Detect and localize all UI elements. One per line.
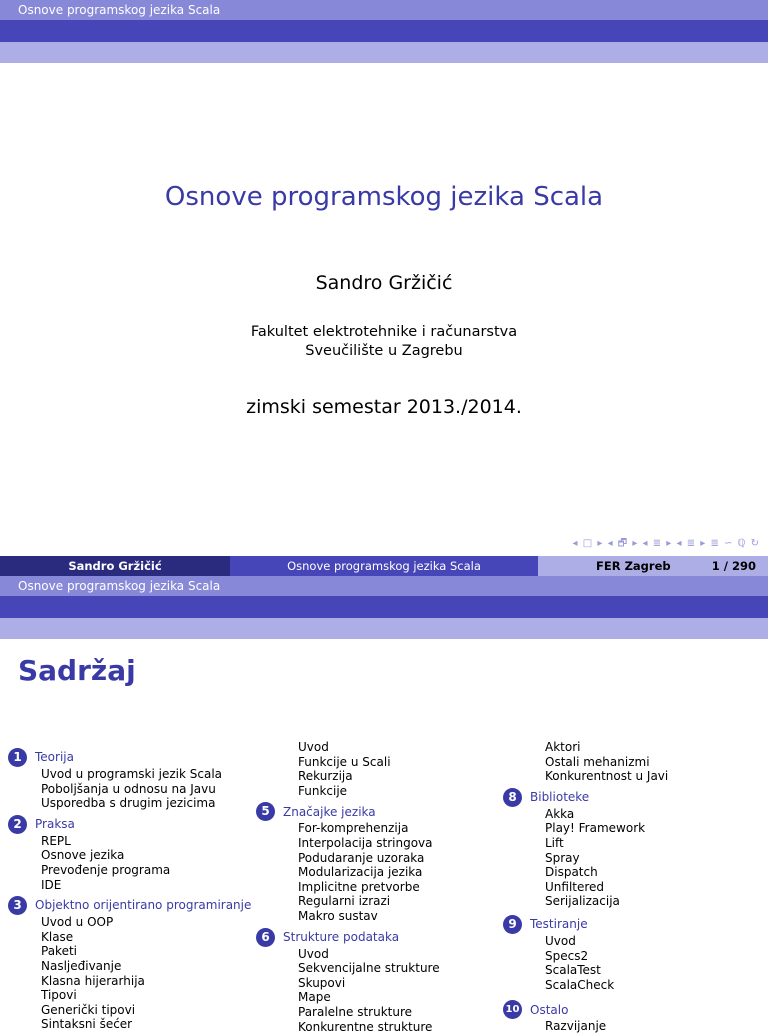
institution bbox=[0, 323, 768, 361]
section-title: Praksa bbox=[35, 817, 75, 832]
contents-slide bbox=[0, 576, 768, 1024]
section-number-badge: 3 bbox=[8, 896, 27, 915]
toc-section-link[interactable] bbox=[256, 802, 506, 821]
toc-section bbox=[8, 815, 258, 892]
section-title: Objektno orijentirano programiranje bbox=[35, 898, 251, 913]
toc-subitem[interactable]: Skupovi bbox=[256, 976, 506, 991]
section-title: Strukture podataka bbox=[283, 930, 399, 945]
toc-section-link[interactable] bbox=[503, 788, 763, 807]
toc-subitem[interactable]: Uvod u OOP bbox=[8, 915, 258, 930]
toc-subitem[interactable]: Interpolacija stringova bbox=[256, 836, 506, 851]
toc-section bbox=[8, 896, 258, 1032]
section-title: Značajke jezika bbox=[283, 805, 376, 820]
toc-section-link[interactable] bbox=[8, 815, 258, 834]
toc-subitem[interactable]: Nasljeđivanje bbox=[8, 959, 258, 974]
header-strip: Osnove programskog jezika Scala bbox=[0, 576, 768, 596]
toc-subitem[interactable]: IDE bbox=[8, 878, 258, 893]
toc-subitem[interactable]: Konkurentne strukture bbox=[256, 1020, 506, 1034]
footer-title: Osnove programskog jezika Scala bbox=[230, 556, 538, 576]
footer-institution: FER Zagreb bbox=[596, 556, 671, 576]
toc-subitem[interactable]: Specs2 bbox=[503, 949, 763, 964]
semester-date: zimski semestar 2013./2014. bbox=[0, 396, 768, 418]
toc-subitem[interactable]: Podudaranje uzoraka bbox=[256, 851, 506, 866]
header-bar-dark bbox=[0, 20, 768, 42]
header-bar-light bbox=[0, 42, 768, 63]
toc-subitem[interactable]: Akka bbox=[503, 807, 763, 822]
toc-subitem[interactable]: ScalaCheck bbox=[503, 978, 763, 993]
toc-column-1 bbox=[8, 748, 258, 1032]
toc-section bbox=[503, 915, 763, 992]
toc-subitem[interactable]: For-komprehenzija bbox=[256, 821, 506, 836]
toc-subitem[interactable]: Ostali mehanizmi bbox=[503, 755, 763, 770]
toc-subitem[interactable]: Funkcije u Scali bbox=[256, 755, 506, 770]
institution-line-2: Sveučilište u Zagrebu bbox=[0, 342, 768, 361]
toc-subitem[interactable]: Makro sustav bbox=[256, 909, 506, 924]
toc-section bbox=[8, 748, 258, 811]
toc-subitem[interactable]: Spray bbox=[503, 851, 763, 866]
presentation-title: Osnove programskog jezika Scala bbox=[0, 182, 768, 212]
section-title: Testiranje bbox=[530, 917, 588, 932]
footer-page-number: 1 / 290 bbox=[712, 556, 756, 576]
toc-subitem[interactable]: Dispatch bbox=[503, 865, 763, 880]
toc-subitem[interactable]: Tipovi bbox=[8, 988, 258, 1003]
toc-section-link[interactable] bbox=[503, 1000, 763, 1019]
section-title: Biblioteke bbox=[530, 790, 589, 805]
toc-subitem[interactable]: Modularizacija jezika bbox=[256, 865, 506, 880]
toc-subitem[interactable]: Osnove jezika bbox=[8, 848, 258, 863]
toc-subitem[interactable]: Klasna hijerarhija bbox=[8, 974, 258, 989]
author-name: Sandro Gržičić bbox=[0, 272, 768, 294]
toc-subitem[interactable]: Funkcije bbox=[256, 784, 506, 799]
toc-column-3 bbox=[503, 740, 763, 1034]
header-bar-light bbox=[0, 618, 768, 639]
toc-subitem[interactable]: Konkurentnost u Javi bbox=[503, 769, 763, 784]
toc-section bbox=[503, 1000, 763, 1034]
toc-section bbox=[256, 928, 506, 1034]
beamer-navigation-icons[interactable]: ◂ □ ▸ ◂ 🗗 ▸ ◂ ≣ ▸ ◂ ≣ ▸ ≣ ∽ ℚ ↻ bbox=[573, 536, 760, 553]
toc-subitem[interactable]: Uvod bbox=[503, 934, 763, 949]
toc-subitem[interactable]: Uvod bbox=[256, 740, 506, 755]
section-title: Teorija bbox=[35, 750, 74, 765]
toc-section bbox=[256, 802, 506, 923]
section-number-badge: 9 bbox=[503, 915, 522, 934]
toc-subitem[interactable]: Unfiltered bbox=[503, 880, 763, 895]
toc-subitem[interactable]: Play! Framework bbox=[503, 821, 763, 836]
section-number-badge: 2 bbox=[8, 815, 27, 834]
toc-subitem[interactable]: Poboljšanja u odnosu na Javu bbox=[8, 782, 258, 797]
toc-subitem[interactable]: Aktori bbox=[503, 740, 763, 755]
toc-subitem[interactable]: Klase bbox=[8, 930, 258, 945]
toc-subitem[interactable]: REPL bbox=[8, 834, 258, 849]
toc-section-link[interactable] bbox=[8, 896, 258, 915]
toc-subitem[interactable]: Regularni izrazi bbox=[256, 894, 506, 909]
institution-line-1: Fakultet elektrotehnike i računarstva bbox=[0, 323, 768, 342]
footer-right bbox=[538, 556, 768, 576]
footer-author: Sandro Gržičić bbox=[0, 556, 230, 576]
toc-subitem[interactable]: Razvijanje bbox=[503, 1019, 763, 1034]
header-strip: Osnove programskog jezika Scala bbox=[0, 0, 768, 20]
header-bar-dark bbox=[0, 596, 768, 618]
toc-section-link[interactable] bbox=[256, 928, 506, 947]
toc-subitem[interactable]: Sintaksni šećer bbox=[8, 1017, 258, 1032]
section-number-badge: 1 bbox=[8, 748, 27, 767]
toc-subitem[interactable]: Lift bbox=[503, 836, 763, 851]
toc-subitem[interactable]: Mape bbox=[256, 990, 506, 1005]
toc-subitem[interactable]: Uvod u programski jezik Scala bbox=[8, 767, 258, 782]
toc-subitem[interactable]: Usporedba s drugim jezicima bbox=[8, 796, 258, 811]
contents-heading: Sadržaj bbox=[18, 654, 136, 687]
section-number-badge: 8 bbox=[503, 788, 522, 807]
toc-subitem[interactable]: Rekurzija bbox=[256, 769, 506, 784]
section-number-badge: 5 bbox=[256, 802, 275, 821]
toc-subitem[interactable]: Sekvencijalne strukture bbox=[256, 961, 506, 976]
toc-subitem[interactable]: Paralelne strukture bbox=[256, 1005, 506, 1020]
toc-subitem[interactable]: Uvod bbox=[256, 947, 506, 962]
slide-footer bbox=[0, 556, 768, 576]
section-title: Ostalo bbox=[530, 1003, 568, 1018]
section-number-badge: 10 bbox=[503, 1000, 522, 1019]
toc-subitem[interactable]: Serijalizacija bbox=[503, 894, 763, 909]
toc-section-link[interactable] bbox=[503, 915, 763, 934]
toc-section-link[interactable] bbox=[8, 748, 258, 767]
toc-subitem[interactable]: ScalaTest bbox=[503, 963, 763, 978]
section-number-badge: 6 bbox=[256, 928, 275, 947]
toc-section bbox=[503, 788, 763, 909]
toc-subitem[interactable]: Prevođenje programa bbox=[8, 863, 258, 878]
toc-subitem[interactable]: Generički tipovi bbox=[8, 1003, 258, 1018]
toc-subitem[interactable]: Implicitne pretvorbe bbox=[256, 880, 506, 895]
toc-subitem[interactable]: Paketi bbox=[8, 944, 258, 959]
toc-column-2 bbox=[256, 740, 506, 1034]
